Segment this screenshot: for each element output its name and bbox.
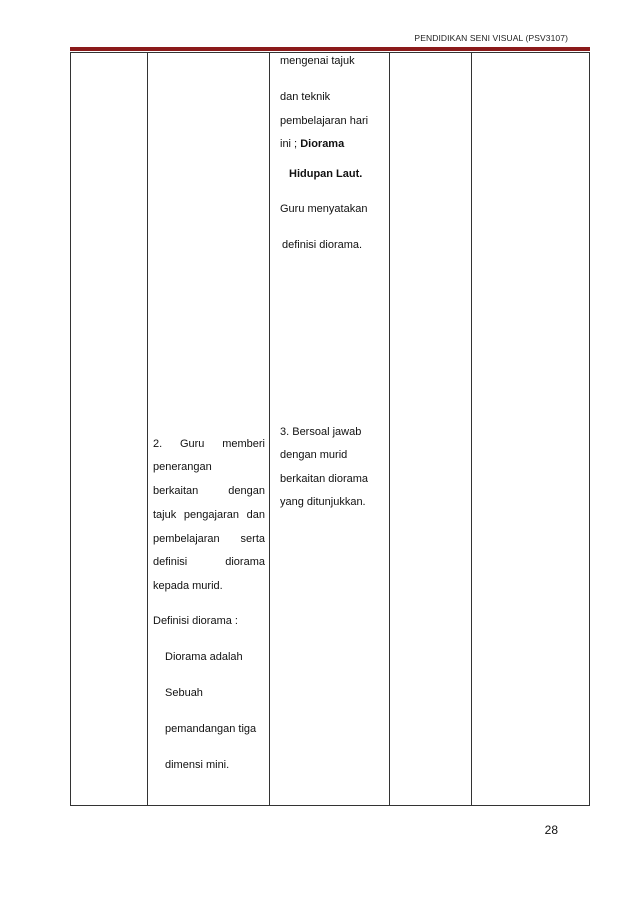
col2-line-10: Sebuah (165, 687, 203, 699)
col2-line-11: pemandangan tiga (165, 723, 257, 735)
col3-line-12: yang ditunjukkan. (280, 496, 366, 508)
col2-line-12: dimensi mini. (165, 759, 230, 771)
col3-line-9: dengan murid (280, 449, 348, 461)
col3-line-11: berkaitan diorama (280, 473, 369, 485)
col3-line-6: Guru menyatakan (280, 203, 368, 215)
col2-line-7: kepada murid. (153, 580, 223, 592)
table-column-4 (389, 53, 472, 805)
col2-line-5: pembelajaran serta (153, 533, 265, 545)
col2-line-2: penerangan (153, 461, 212, 473)
header-rule-thick (70, 48, 590, 51)
col3-line-8: 3. Bersoal jawab (280, 426, 362, 438)
table-column-1 (71, 53, 148, 805)
col3-line-5: Hidupan Laut. (289, 168, 363, 180)
col3-line-7: definisi diorama. (282, 239, 363, 251)
col2-line-6: definisi diorama (153, 556, 265, 568)
col2-line-1: 2. Guru memberi (153, 438, 265, 450)
col2-line-8: Definisi diorama : (153, 615, 238, 627)
col3-line-4 (280, 138, 344, 151)
col2-line-4: tajuk pengajaran dan (153, 509, 265, 521)
table-column-5 (471, 53, 589, 805)
col3-diorama-bold: Diorama (300, 138, 345, 150)
col3-line-3: pembelajaran hari (280, 115, 369, 127)
col2-line-3: berkaitan dengan (153, 485, 265, 497)
col3-line-1: mengenai tajuk (280, 55, 355, 67)
col3-line-4-prefix: ini ; (280, 138, 301, 150)
page-number: 28 (544, 823, 558, 837)
running-header: PENDIDIKAN SENI VISUAL (PSV3107) (414, 33, 568, 43)
col2-line-9: Diorama adalah (165, 651, 243, 663)
col3-line-2: dan teknik (280, 91, 331, 103)
lesson-table (70, 52, 590, 806)
